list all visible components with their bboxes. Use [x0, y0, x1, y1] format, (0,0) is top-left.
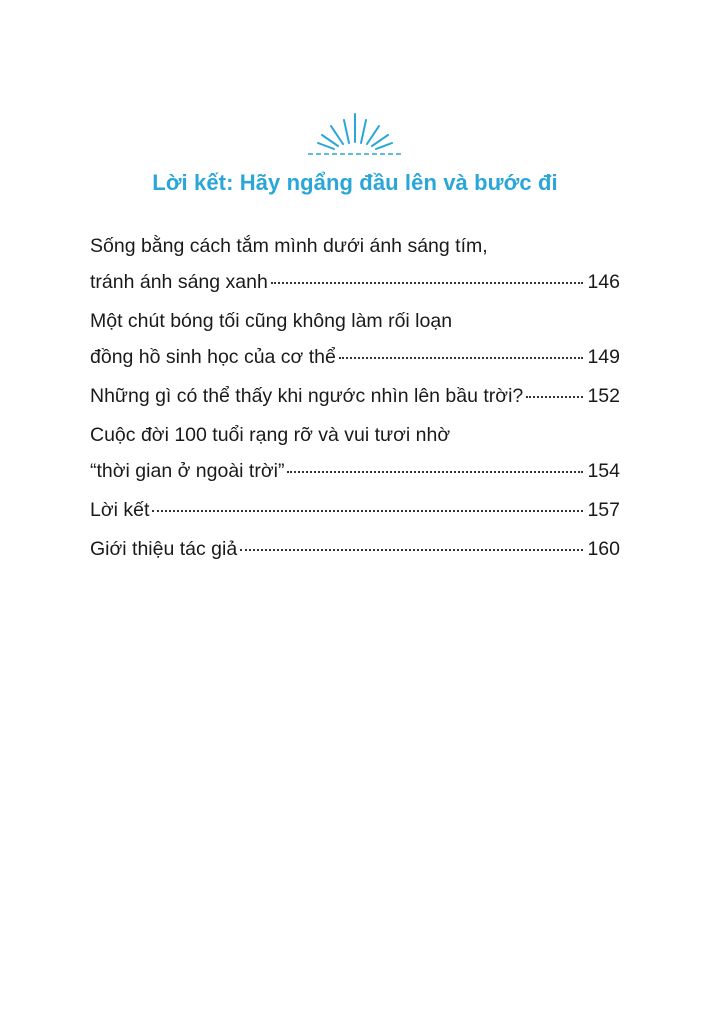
toc-entry-title: Lời kết [90, 499, 150, 521]
toc-entry-page: 152 [587, 385, 620, 407]
dot-leader [339, 357, 584, 359]
dot-leader [287, 471, 583, 473]
dot-leader [152, 510, 583, 512]
toc-entry[interactable] [90, 303, 620, 375]
toc-entry-page: 157 [587, 499, 620, 521]
section-title: Lời kết: Hãy ngẩng đầu lên và bước đi [152, 170, 558, 195]
toc-entry[interactable] [90, 378, 620, 414]
toc-entry[interactable] [90, 417, 620, 489]
toc-entry-title-line1: Sống bằng cách tắm mình dưới ánh sáng tím, [90, 235, 488, 257]
toc-entry-page: 149 [587, 346, 620, 368]
sunburst-icon [300, 108, 410, 160]
dot-leader [240, 549, 583, 551]
toc-entry-page: 154 [587, 460, 620, 482]
toc-entry-title-line2: đồng hồ sinh học của cơ thể [90, 346, 336, 368]
toc-entry-title: Những gì có thể thấy khi ngước nhìn lên bầu trời? [90, 385, 524, 407]
toc-entry-page: 160 [587, 538, 620, 560]
toc-entry[interactable] [90, 492, 620, 528]
toc-entry-title-line1: Cuộc đời 100 tuổi rạng rỡ và vui tươi nhờ [90, 424, 451, 446]
table-of-contents [90, 228, 620, 570]
toc-entry-page: 146 [587, 271, 620, 293]
toc-entry-title-line2: tránh ánh sáng xanh [90, 271, 268, 293]
toc-entry-title-line1: Một chút bóng tối cũng không làm rối loạn [90, 310, 453, 332]
dot-leader [271, 282, 584, 284]
toc-entry-title-line2: “thời gian ở ngoài trời” [90, 460, 285, 482]
dot-leader [526, 396, 583, 398]
toc-entry[interactable] [90, 228, 620, 300]
toc-entry[interactable] [90, 531, 620, 567]
toc-entry-title: Giới thiệu tác giả [90, 538, 238, 560]
